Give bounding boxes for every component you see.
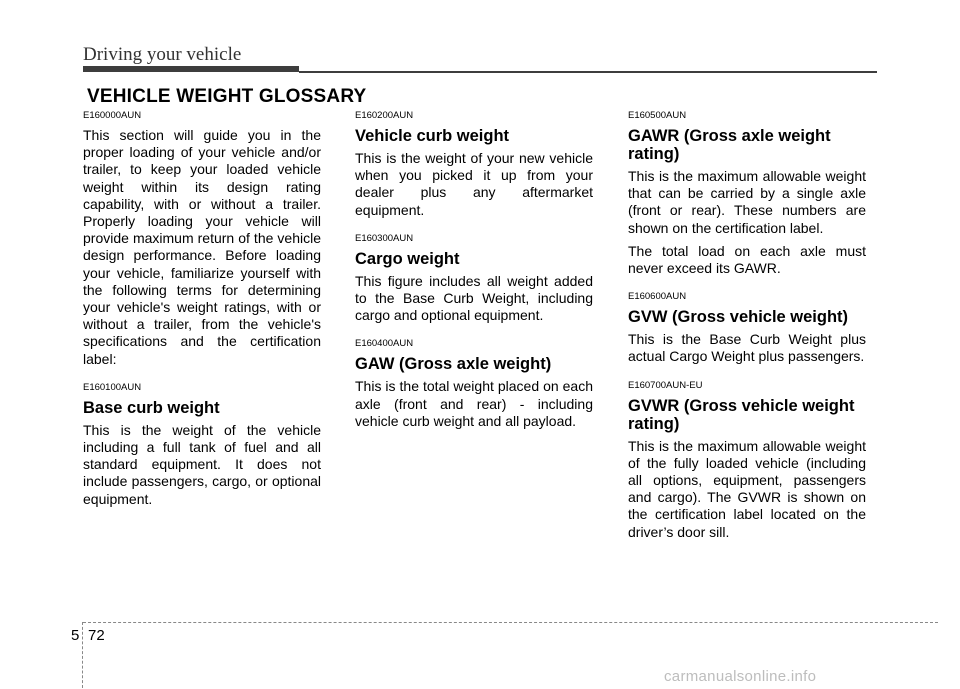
gawr-limit-text: The total load on each axle must never exceed its GAWR.: [628, 242, 866, 277]
page-number: 72: [88, 627, 105, 644]
gawr-text: This is the maximum allowable weight that can be carried by a single axle (front or rear). These numbers are shown on the certification label.: [628, 168, 866, 236]
gaw-text: This is the total weight placed on each axle (front and rear) - including vehicle curb weight and all payload.: [355, 378, 593, 429]
column-2: [355, 110, 593, 430]
section-code: E160500AUN: [628, 110, 687, 121]
column-1: [83, 110, 321, 508]
vehicle-curb-weight-text: This is the weight of your new vehicle when you picked it up from your dealer plus any aftermarket equipment.: [355, 150, 593, 218]
gvwr-heading: GVWR (Gross vehicle weight rating): [628, 396, 855, 433]
vehicle-curb-weight-heading: Vehicle curb weight: [355, 127, 510, 145]
section-title: VEHICLE WEIGHT GLOSSARY: [87, 86, 367, 107]
base-curb-weight-text: This is the weight of the vehicle including a full tank of fuel and all standard equipment. It does not include passengers, cargo, or optional equipment.: [83, 421, 321, 507]
gawr-heading: GAWR (Gross axle weight rating): [628, 127, 831, 163]
cargo-weight-heading: Cargo weight: [355, 249, 460, 268]
base-curb-weight-heading: Base curb weight: [83, 398, 220, 417]
section-code: E160400AUN: [355, 338, 414, 350]
column-3: [628, 110, 866, 541]
section-code: E160300AUN: [355, 232, 414, 244]
header-bar: [83, 66, 299, 72]
section-code: E160700AUN-EU: [628, 379, 703, 391]
footer-rule: [83, 622, 938, 623]
header-rule: [299, 71, 877, 73]
intro-paragraph: This section will guide you in the proper loading of your vehicle and/or trailer, to keep your loaded vehicle weight within its design rating capability, with or without a trailer. Properly loading your vehicle will provide maximum return of the vehicle design performance. Before loading your vehicle, familiarize yourself with the following terms for determining your vehicle's weight ratings, with or without a trailer, from the vehicle's specifications and the certification label:: [83, 127, 321, 367]
gaw-heading: GAW (Gross axle weight): [355, 355, 552, 374]
watermark: carmanualsonline.info: [664, 668, 817, 685]
cargo-weight-text: This figure includes all weight added to the Base Curb Weight, including cargo and optional equipment.: [355, 272, 593, 324]
running-header: Driving your vehicle: [83, 44, 242, 65]
section-code: E160200AUN: [355, 110, 414, 121]
chapter-number: 5: [71, 627, 80, 644]
gvwr-text: This is the maximum allowable weight of the fully loaded vehicle (including all options, equipment, passengers and cargo). The GVWR is shown on the certification label located on the driver’s door sill.: [628, 437, 866, 540]
section-code: E160000AUN: [83, 110, 142, 121]
section-code: E160100AUN: [83, 381, 142, 393]
gvw-heading: GVW (Gross vehicle weight): [628, 308, 849, 327]
section-code: E160600AUN: [628, 291, 687, 303]
gvw-text: This is the Base Curb Weight plus actual Cargo Weight plus passengers.: [628, 331, 866, 365]
footer-divider: [82, 622, 83, 688]
